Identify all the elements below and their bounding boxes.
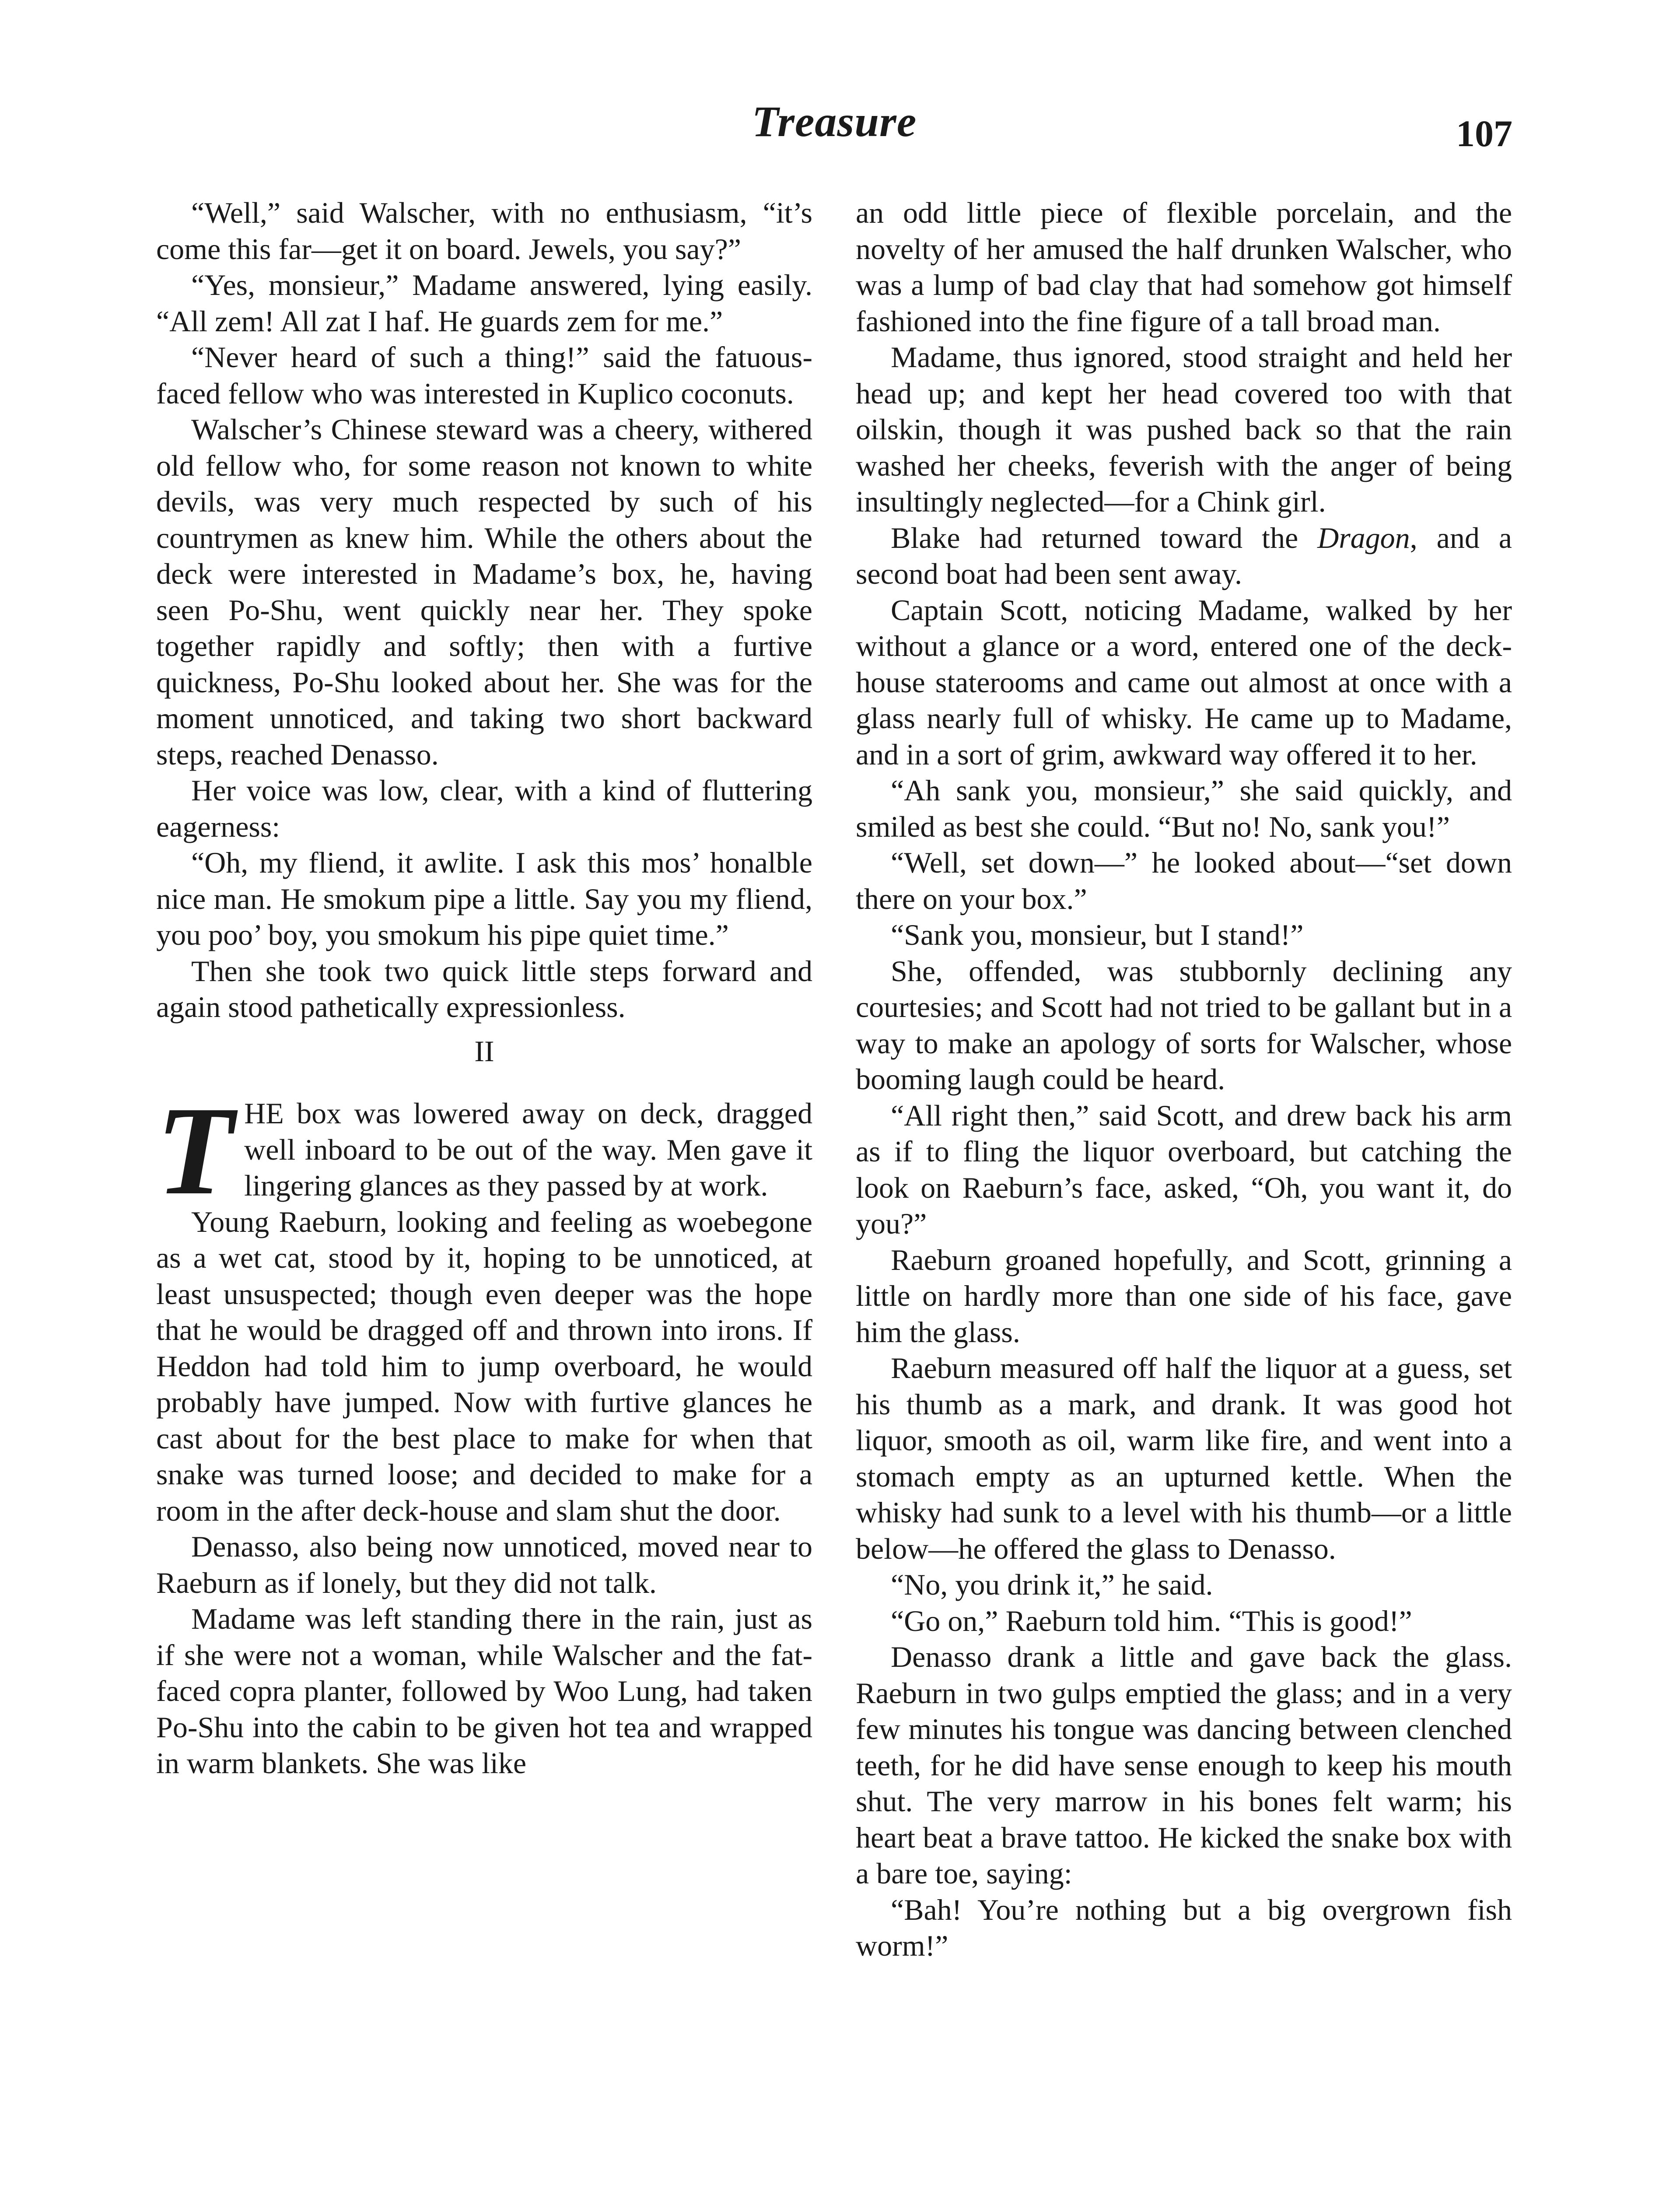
drop-cap: T [156,1080,234,1221]
running-title: Treasure [752,97,917,146]
paragraph: “Well, set down—” he looked about—“set down there on your box.” [856,846,1512,915]
paragraph: She, offended, was stubbornly declining any courtesies; and Scott had not tried to be gallant but in a way to make an apology of sorts for Walscher, whose booming laugh could be heard. [856,954,1512,1096]
paragraph: “Sank you, monsieur, but I stand!” [891,918,1304,951]
text-run: , and a second boat had been sent away. [856,521,1512,590]
paragraph: “Yes, monsieur,” Madame answered, lying easily. “All zem! All zat I haf. He guards zem for me.” [156,268,812,338]
paragraph: “Never heard of such a thing!” said the fatuous-faced fellow who was interested in Kuplico coconuts. [156,340,812,410]
paragraph: Denasso drank a little and gave back the glass. Raeburn in two gulps emptied the glass; and in a very few minutes his tongue was dancing between clenched teeth, for he did have sense enough to keep his mouth shut. The very marrow in his bones felt warm; his heart beat a brave tattoo. He kicked the snake box with a bare toe, saying: [856,1640,1512,1890]
dropcap-text: box was lowered away on deck, dragged well inboard to be out of the way. Men gave it lingering glances as they passed by at work. [244,1097,812,1202]
section-heading: II [474,1034,494,1068]
right-column [856,195,1512,1964]
paragraph: Then she took two quick little steps forward and again stood pathetically expressionless. [156,954,812,1024]
paragraph: Madame, thus ignored, stood straight and held her head up; and kept her head covered too with that oilskin, though it was pushed back so that the rain washed her cheeks, feverish with the anger of being insultingly neglected—for a Chink girl. [856,340,1512,518]
paragraph: Young Raeburn, looking and feeling as woebegone as a wet cat, stood by it, hoping to be unnoticed, at least unsuspected; though even deeper was the hope that he would be dragged off and thrown into irons. If Heddon had told him to jump overboard, he would probably have jumped. Now with furtive glances he cast about for the best place to make for when that snake was turned loose; and decided to make for a room in the after deck-house and slam shut the door. [156,1205,812,1527]
paragraph: Raeburn groaned hopefully, and Scott, grinning a little on hardly more than one side of his face, gave him the glass. [856,1243,1512,1349]
paragraph: Denasso, also being now unnoticed, moved near to Raeburn as if lonely, but they did not talk. [156,1530,812,1599]
dropcap-paragraph [156,1080,812,1221]
left-column [156,195,812,1781]
paragraph: Walscher’s Chinese steward was a cheery, withered old fellow who, for some reason not known to white devils, was very much respected by such of his countrymen as knew him. While the others about the deck were interested in Madame’s box, he, having seen Po-Shu, went quickly near her. They spoke together rapidly and softly; then with a furtive quickness, Po-Shu looked about her. She was for the moment unnoticed, and taking two short backward steps, reached Denasso. [156,413,812,771]
paragraph [856,520,1512,592]
paragraph: “Bah! You’re nothing but a big overgrown fish worm!” [856,1893,1512,1962]
paragraph: “All right then,” said Scott, and drew back his arm as if to fling the liquor overboard, but catching the look on Raeburn’s face, asked, “Oh, you want it, do you?” [856,1098,1512,1240]
paragraph: “No, you drink it,” he said. [891,1568,1213,1601]
paragraph: “Go on,” Raeburn told him. “This is good!” [891,1604,1412,1637]
paragraph: Her voice was low, clear, with a kind of fluttering eagerness: [156,774,812,843]
paragraph: “Oh, my fliend, it awlite. I ask this mos’ honalble nice man. He smokum pipe a little. Say you my fliend, you poo’ boy, you smokum his pipe quiet time.” [156,846,812,951]
page-header [156,88,1512,166]
paragraph: Raeburn measured off half the liquor at a guess, set his thumb as a mark, and drank. It was good hot liquor, smooth as oil, warm like fire, and went into a stomach empty as an upturned kettle. When the whisky had sunk to a level with his thumb—or a little below—he offered the glass to Denasso. [856,1351,1512,1565]
paragraph: “Well,” said Walscher, with no enthusiasm, “it’s come this far—get it on board. Jewels, you say?” [156,196,812,266]
paragraph: “Ah sank you, monsieur,” she said quickly, and smiled as best she could. “But no! No, sank you!” [856,774,1512,843]
page-number: 107 [1456,112,1512,154]
dropcap-smallcaps: HE [244,1097,284,1130]
paragraph-continuation: an odd little piece of flexible porcelain, and the novelty of her amused the half drunken Walscher, who was a lump of bad clay that had somehow got himself fashioned into the fine figure of a tall broad man. [856,196,1512,338]
ship-name: Dragon [1317,521,1410,554]
paragraph: Madame was left standing there in the rain, just as if she were not a woman, while Walscher and the fat-faced copra planter, followed by Woo Lung, had taken Po-Shu into the cabin to be given hot tea and wrapped in warm blankets. She was like [156,1602,812,1780]
text-run: Blake had returned toward the [891,521,1318,554]
paragraph: Captain Scott, noticing Madame, walked by her without a glance or a word, entered one of the deck-house staterooms and came out almost at once with a glass nearly full of whisky. He came up to Madame, and in a sort of grim, awkward way offered it to her. [856,593,1512,771]
